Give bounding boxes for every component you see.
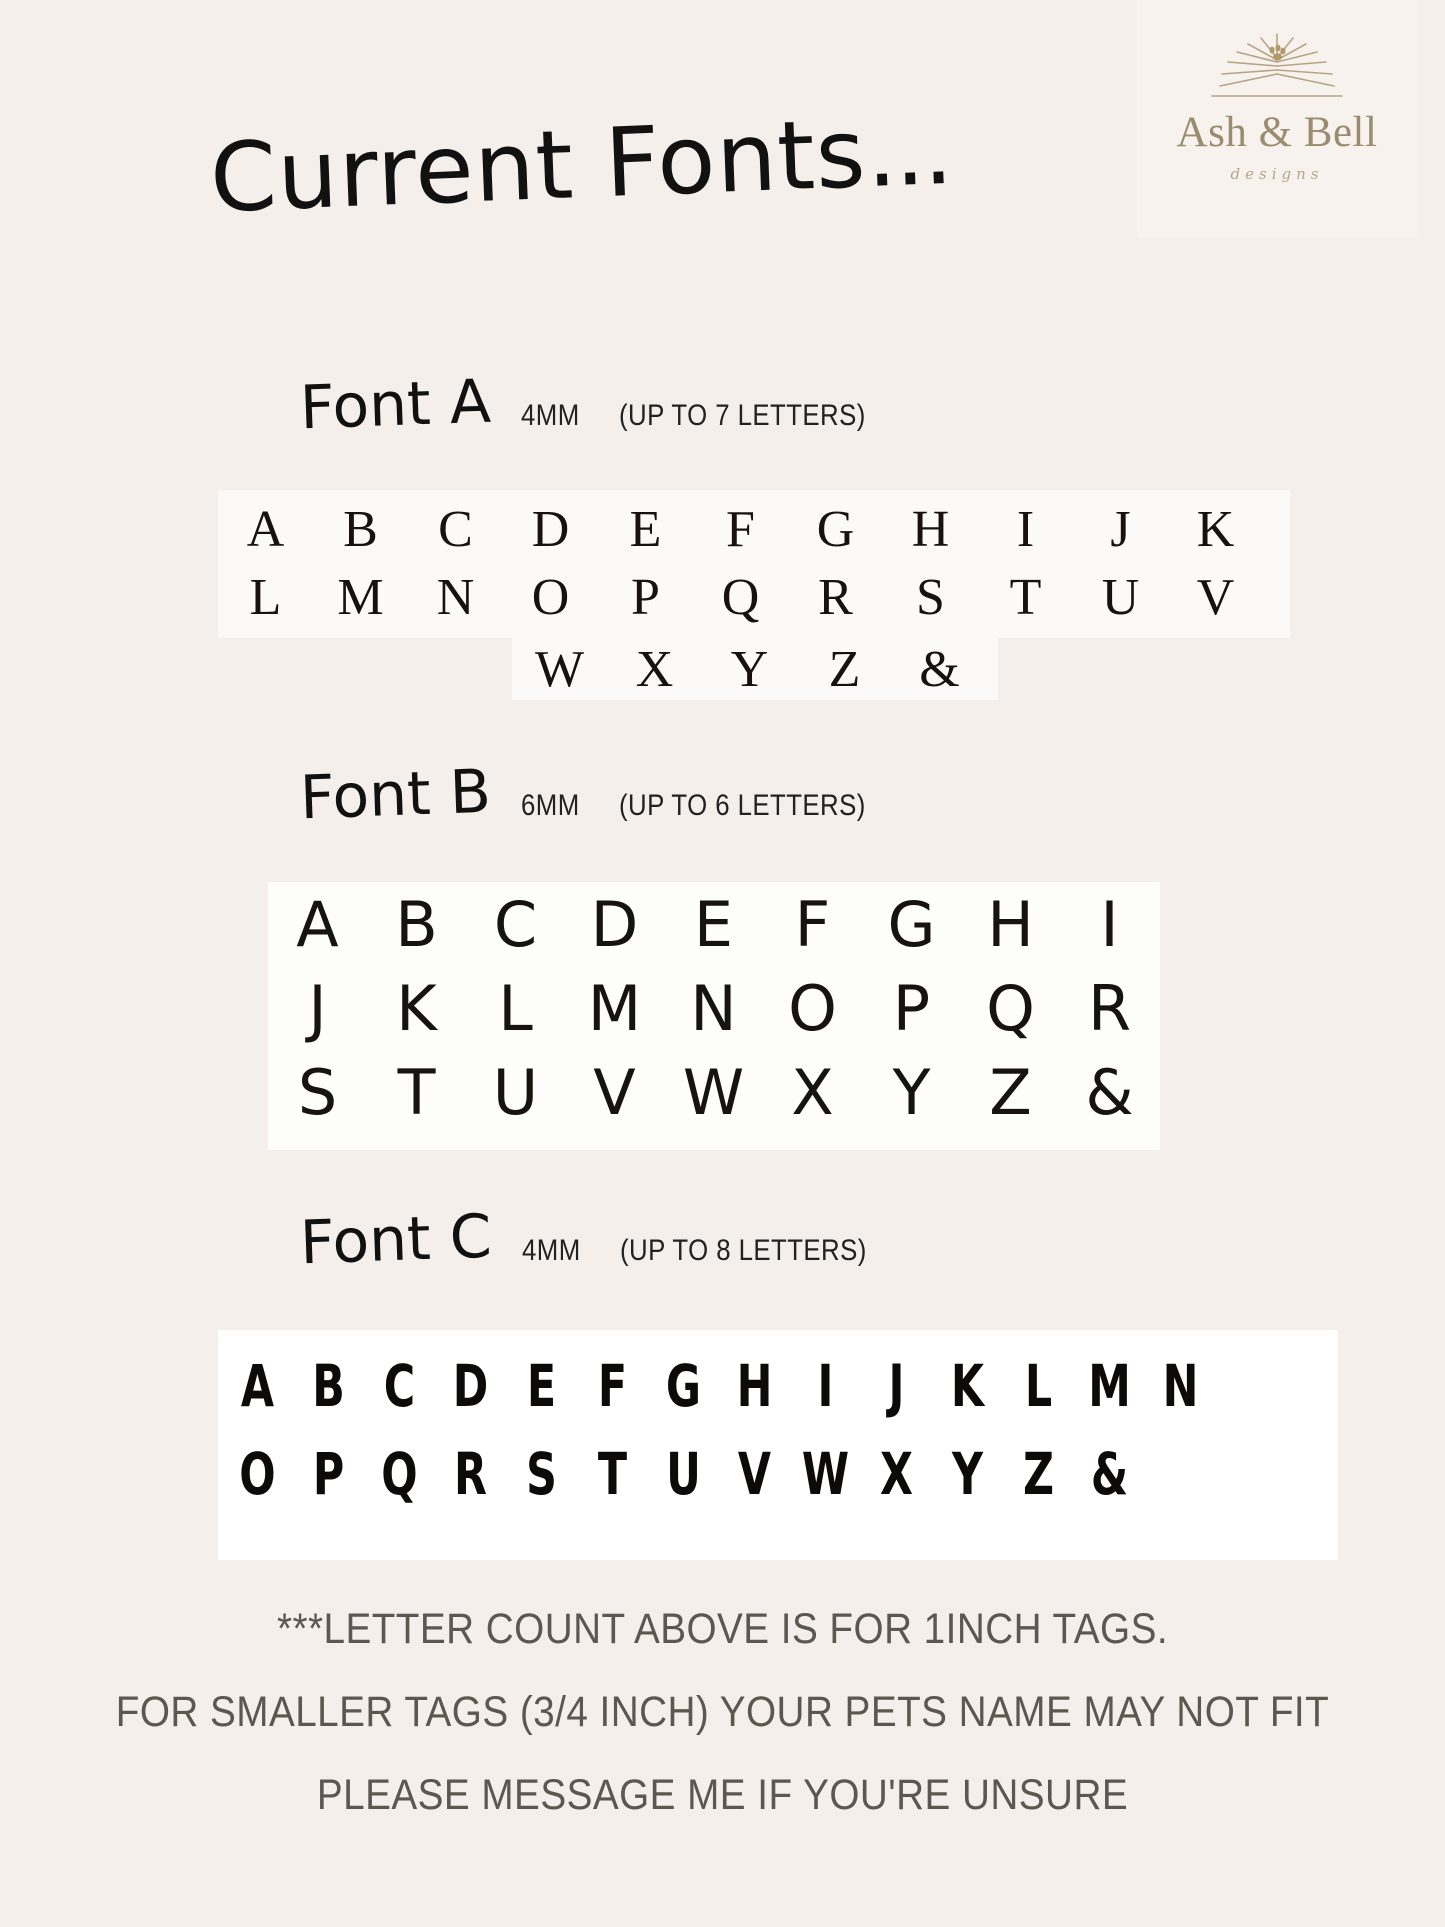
font-b-size: 6MM bbox=[520, 789, 580, 822]
glyph: Z bbox=[989, 1056, 1032, 1129]
glyph: R bbox=[1087, 972, 1132, 1045]
glyph: E bbox=[526, 1352, 557, 1420]
glyph: M bbox=[1088, 1352, 1131, 1420]
glyph: J bbox=[1110, 501, 1131, 558]
glyph: H bbox=[736, 1352, 773, 1420]
font-c-header bbox=[0, 1201, 1445, 1279]
glyph: N bbox=[690, 972, 737, 1045]
glyph: X bbox=[635, 641, 674, 698]
glyph: B bbox=[395, 888, 438, 961]
glyph: Y bbox=[892, 1056, 931, 1129]
font-b-alphabet-sheet bbox=[268, 882, 1160, 1150]
font-c-name: Font C bbox=[298, 1201, 493, 1279]
glyph: O bbox=[788, 972, 837, 1045]
brand-logo bbox=[1137, 0, 1417, 238]
glyph: & bbox=[919, 641, 960, 698]
glyph: H bbox=[911, 501, 950, 558]
glyph: I bbox=[1016, 501, 1035, 558]
glyph: Q bbox=[381, 1440, 418, 1508]
font-a-header bbox=[0, 366, 1445, 444]
glyph: Y bbox=[952, 1440, 983, 1508]
glyph: E bbox=[693, 888, 734, 961]
glyph: B bbox=[343, 501, 378, 558]
glyph: R bbox=[818, 569, 853, 626]
page-title bbox=[208, 96, 953, 234]
glyph: K bbox=[1196, 501, 1235, 558]
glyph: Z bbox=[828, 641, 861, 698]
font-b-header bbox=[0, 756, 1445, 834]
glyph: V bbox=[737, 1440, 772, 1508]
glyph: X bbox=[791, 1056, 834, 1129]
glyph: W bbox=[534, 641, 585, 698]
brand-tagline: designs bbox=[1230, 165, 1324, 183]
font-a-row-1 bbox=[218, 500, 1263, 559]
glyph: U bbox=[666, 1440, 701, 1508]
glyph: Q bbox=[721, 569, 760, 626]
footer-notes bbox=[0, 1605, 1445, 1854]
glyph: G bbox=[887, 888, 936, 961]
glyph: Q bbox=[986, 972, 1035, 1045]
sunburst-icon bbox=[1182, 26, 1372, 104]
glyph: K bbox=[396, 972, 437, 1045]
glyph: V bbox=[593, 1056, 636, 1129]
glyph: D bbox=[452, 1352, 489, 1420]
glyph: M bbox=[587, 972, 642, 1045]
font-a-name: Font A bbox=[298, 366, 492, 444]
glyph: S bbox=[526, 1440, 557, 1508]
glyph: T bbox=[397, 1056, 436, 1129]
glyph: R bbox=[454, 1440, 487, 1508]
glyph: X bbox=[879, 1440, 914, 1508]
font-c-limit: (UP TO 8 LETTERS) bbox=[619, 1234, 867, 1267]
font-c-row-2 bbox=[222, 1440, 1145, 1508]
glyph: N bbox=[436, 569, 475, 626]
glyph: M bbox=[337, 569, 384, 626]
glyph: L bbox=[498, 972, 533, 1045]
glyph: D bbox=[531, 501, 570, 558]
font-b-name: Font B bbox=[298, 756, 493, 834]
page-title-text: Current Fonts bbox=[208, 99, 869, 235]
glyph: P bbox=[631, 569, 660, 626]
font-b-row-2 bbox=[268, 972, 1159, 1045]
glyph: L bbox=[249, 569, 282, 626]
note-line-3: PLEASE MESSAGE ME IF YOU'RE UNSURE bbox=[316, 1771, 1129, 1819]
font-a-size: 4MM bbox=[520, 399, 580, 432]
font-a-alphabet-sheet bbox=[218, 490, 1290, 638]
glyph: C bbox=[493, 888, 538, 961]
glyph: U bbox=[492, 1056, 539, 1129]
glyph: D bbox=[590, 888, 639, 961]
glyph: I bbox=[817, 1352, 834, 1420]
glyph: W bbox=[801, 1440, 850, 1508]
glyph: S bbox=[297, 1056, 338, 1129]
glyph: A bbox=[246, 501, 285, 558]
glyph: A bbox=[296, 888, 339, 961]
glyph: T bbox=[1009, 569, 1042, 626]
glyph: C bbox=[383, 1352, 416, 1420]
font-b-limit: (UP TO 6 LETTERS) bbox=[619, 789, 866, 822]
glyph: & bbox=[1090, 1440, 1129, 1508]
glyph: N bbox=[1162, 1352, 1199, 1420]
glyph: G bbox=[665, 1352, 702, 1420]
page-title-dots: ... bbox=[864, 95, 953, 209]
glyph: P bbox=[312, 1440, 345, 1508]
glyph: Z bbox=[1022, 1440, 1055, 1508]
glyph: G bbox=[816, 501, 855, 558]
glyph: B bbox=[312, 1352, 345, 1420]
glyph: J bbox=[308, 972, 327, 1045]
font-section-b bbox=[0, 756, 1445, 834]
glyph: P bbox=[892, 972, 931, 1045]
font-section-c bbox=[0, 1201, 1445, 1279]
font-section-a bbox=[0, 366, 1445, 444]
font-a-row-2 bbox=[218, 568, 1263, 627]
glyph: F bbox=[726, 501, 755, 558]
note-line-2: FOR SMALLER TAGS (3/4 INCH) YOUR PETS NAME MAY NOT FIT bbox=[115, 1688, 1330, 1736]
font-a-row-3 bbox=[512, 640, 987, 699]
glyph: C bbox=[438, 501, 473, 558]
note-line-1: ***LETTER COUNT ABOVE IS FOR 1INCH TAGS. bbox=[276, 1605, 1169, 1653]
glyph: O bbox=[239, 1440, 276, 1508]
font-a-alphabet-sheet-row3 bbox=[512, 638, 998, 700]
glyph: K bbox=[950, 1352, 985, 1420]
font-a-limit: (UP TO 7 LETTERS) bbox=[618, 399, 866, 432]
font-b-row-1 bbox=[268, 888, 1159, 961]
glyph: F bbox=[794, 888, 831, 961]
font-b-row-3 bbox=[268, 1056, 1159, 1129]
font-c-row-1 bbox=[222, 1352, 1216, 1420]
glyph: F bbox=[597, 1352, 628, 1420]
glyph: L bbox=[1024, 1352, 1053, 1420]
glyph: J bbox=[888, 1352, 905, 1420]
glyph: W bbox=[682, 1056, 745, 1129]
glyph: U bbox=[1101, 569, 1140, 626]
glyph: T bbox=[597, 1440, 628, 1508]
glyph: O bbox=[531, 569, 570, 626]
brand-name: Ash & Bell bbox=[1176, 109, 1378, 156]
font-c-size: 4MM bbox=[521, 1234, 581, 1267]
glyph: & bbox=[1085, 1056, 1134, 1129]
glyph: I bbox=[1100, 888, 1119, 961]
glyph: H bbox=[987, 888, 1034, 961]
font-c-alphabet-sheet bbox=[218, 1330, 1338, 1560]
glyph: Y bbox=[730, 641, 769, 698]
glyph: A bbox=[240, 1352, 275, 1420]
glyph: V bbox=[1196, 569, 1235, 626]
glyph: S bbox=[916, 569, 945, 626]
glyph: E bbox=[629, 501, 662, 558]
